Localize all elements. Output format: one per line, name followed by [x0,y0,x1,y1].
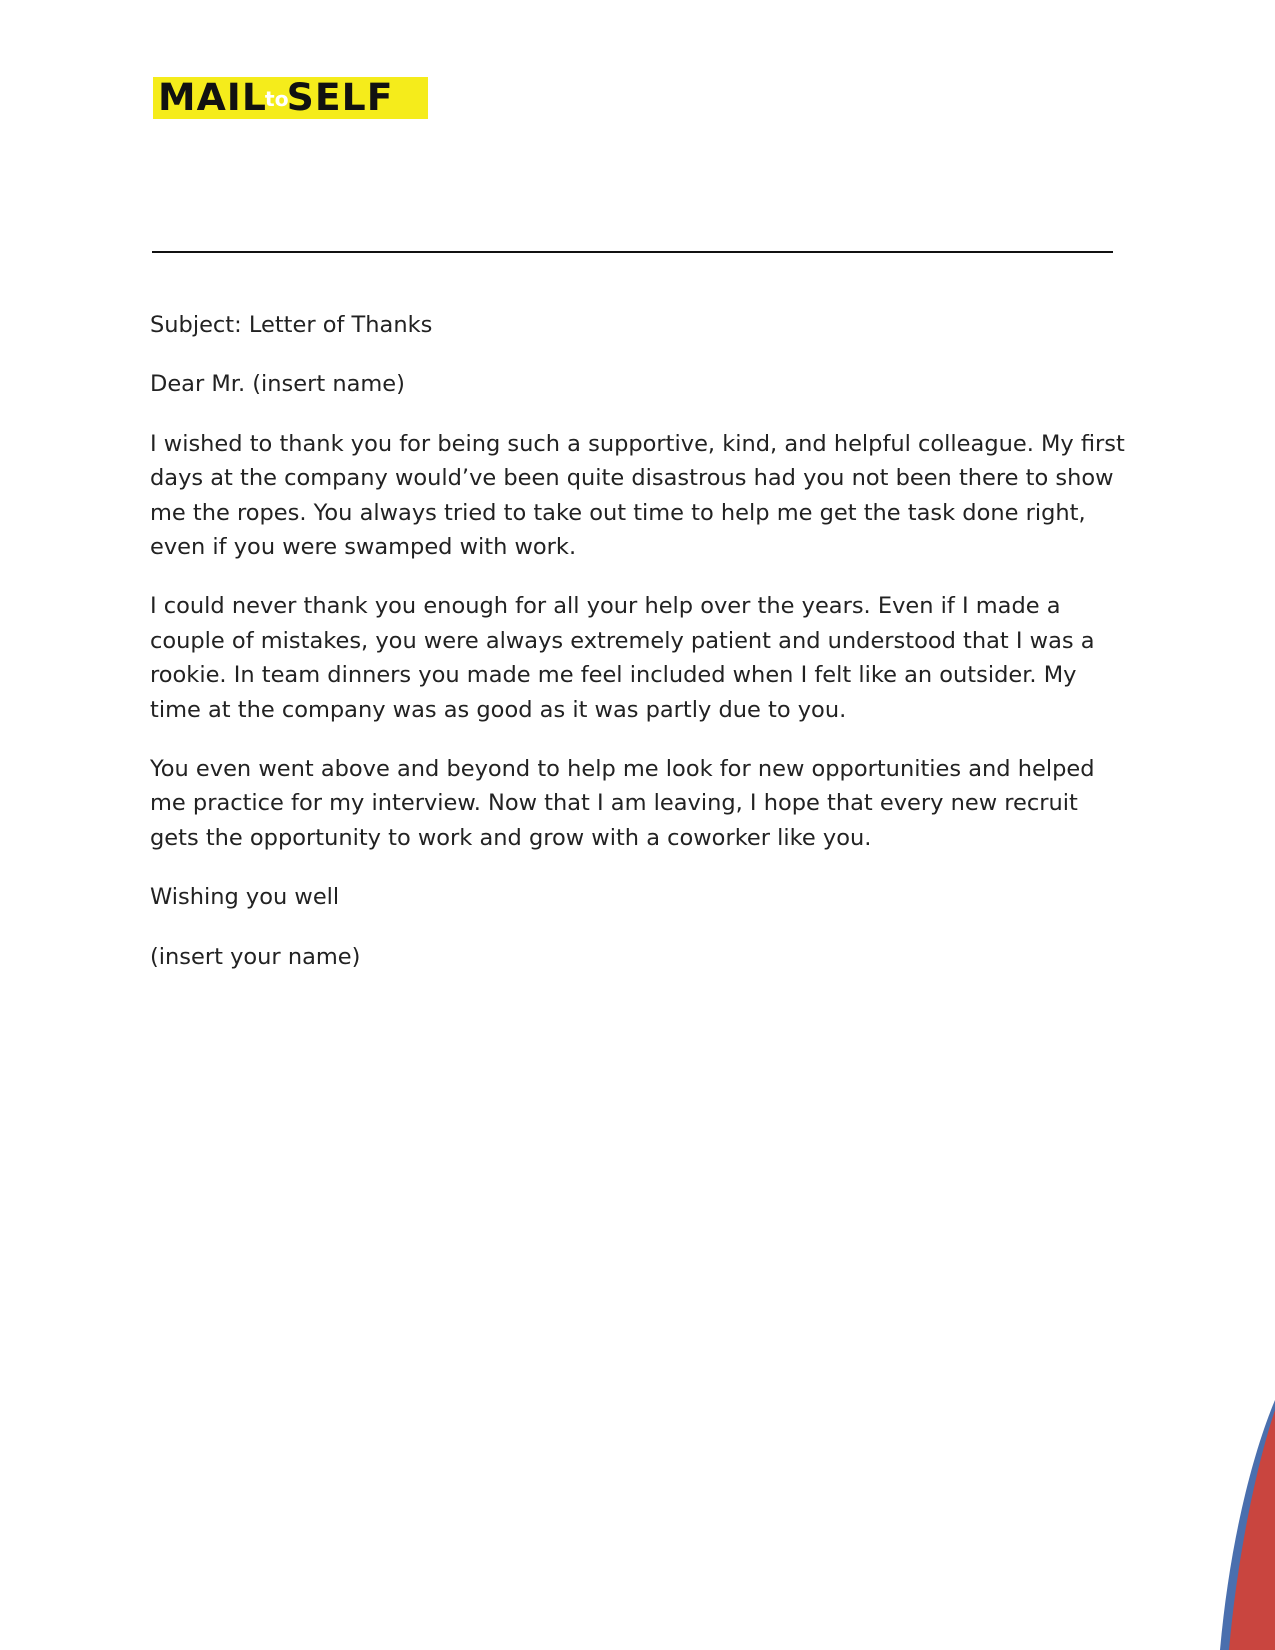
logo-wordmark [158,78,394,119]
logo-text-to: to [264,87,289,111]
corner-red-stripe [1229,1410,1275,1650]
mail-to-self-logo [153,77,428,119]
letter-paragraph: I wished to thank you for being such a supportive, kind, and helpful colleague. My first days at the company would’ve been quite disastrous had you not been there to show me the ropes. You always tried to take out time to help me get the task done right, even if you were swamped with work. [150,430,1125,561]
logo-text-self: SELF [286,77,394,119]
logo-text-mail: MAIL [158,77,267,119]
letter-subject: Subject: Letter of Thanks [150,312,433,338]
letter-signature: (insert your name) [150,943,361,970]
corner-decoration [1215,1400,1275,1650]
letter-body [150,308,1125,999]
header-divider [152,251,1113,253]
letter-closing: Wishing you well [150,884,340,911]
letter-paragraph: I could never thank you enough for all your help over the years. Even if I made a couple of mistakes, you were always extremely patient and understood that I was a rookie. In team dinners you made me feel included when I felt like an outsider. My time at the company was as good as it was partly due to you. [150,593,1095,723]
letter-paragraph: You even went above and beyond to help me look for new opportunities and helped me practice for my interview. Now that I am leaving, I hope that every new recruit gets the opportunity to work and grow with a coworker like you. [150,756,1095,851]
letter-salutation: Dear Mr. (insert name) [150,371,405,398]
